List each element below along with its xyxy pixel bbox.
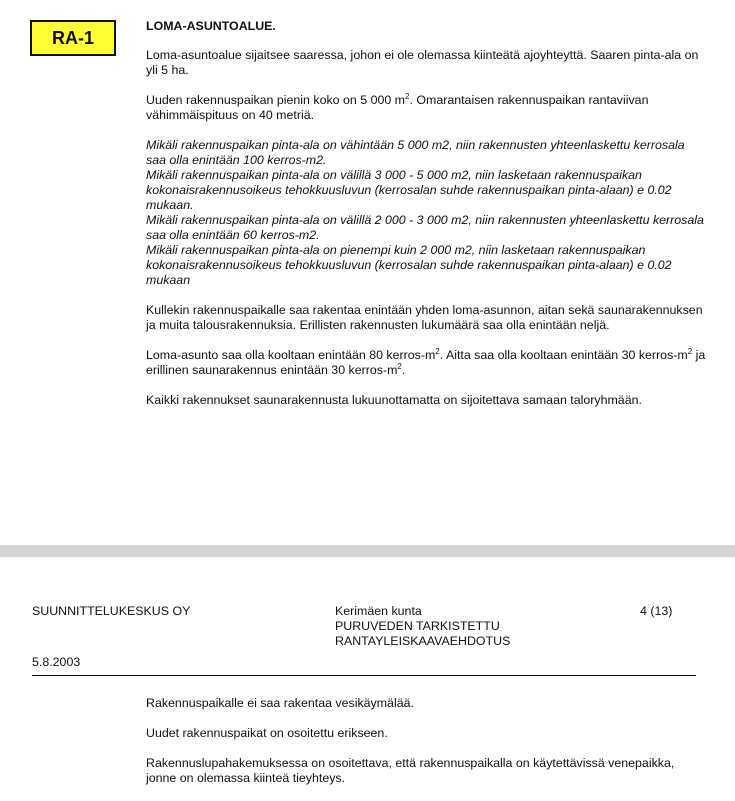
rule-line: Mikäli rakennuspaikan pinta-ala on välillä 2 000 - 3 000 m2, niin rakennusten yhteenlaskettu kerrosala saa olla enintään 60 kerros-m2.: [146, 213, 704, 242]
superscript: 2: [687, 346, 693, 356]
paragraph-floor-area-rules: [146, 138, 706, 288]
paragraph-new-sites: Uudet rakennuspaikat on osoitettu erikseen.: [146, 726, 388, 740]
paragraph-grouping: Kaikki rakennukset saunarakennusta lukuunottamatta on sijoitettava samaan taloryhmään.: [146, 393, 642, 407]
paragraph-boat-place: Rakennuslupahakemuksessa on osoitettava, että rakennuspaikalla on käytettävissä venepaikka, jonne on olemassa kiinteä tieyhteys.: [146, 756, 675, 785]
header-divider: [32, 675, 696, 676]
superscript: 2: [405, 91, 410, 101]
paragraph-building-sizes: [146, 348, 706, 378]
rule-line: Mikäli rakennuspaikan pinta-ala on välillä 3 000 - 5 000 m2, niin lasketaan rakennuspaikan kokonaisrakennusoikeus tehokkuusluvun (kerrosalan suhde rakennuspaikan pinta-alaan) e 0.02 mukaan.: [146, 168, 672, 212]
superscript: 2: [435, 346, 440, 356]
document-title-block: [335, 604, 510, 649]
document-date: 5.8.2003: [32, 655, 81, 669]
paragraph-location: Loma-asuntoalue sijaitsee saaressa, johon ei ole olemassa kiinteätä ajoyhteyttä. Saaren pinta-ala on yli 5 ha.: [146, 48, 699, 77]
paragraph-toilet: Rakennuspaikalle ei saa rakentaa vesikäymälää.: [146, 696, 414, 710]
zone-code-badge: [30, 20, 116, 56]
superscript: 2: [397, 361, 402, 371]
zone-title: LOMA-ASUNTOALUE.: [146, 19, 276, 33]
page-separator: [0, 545, 735, 557]
document-title-line2: RANTAYLEISKAAVAEHDOTUS: [335, 634, 511, 648]
paragraph-buildings: Kullekin rakennuspaikalle saa rakentaa enintään yhden loma-asunnon, aitan sekä saunarakennuksen ja muita talousrakennuksia. Erillisten rakennusten lukumäärä saa olla enintään neljä.: [146, 303, 703, 332]
municipality: Kerimäen kunta: [335, 604, 422, 618]
rule-line: Mikäli rakennuspaikan pinta-ala on pienempi kuin 2 000 m2, niin lasketaan rakennuspaikan kokonaisrakennusoikeus tehokkuusluvun (kerrosalan suhde rakennuspaikan pinta-alaan) e 0.02 mukaan: [146, 243, 672, 287]
company-name: SUUNNITTELUKESKUS OY: [32, 604, 191, 618]
size-text: ja erillinen saunarakennus enintään 30 kerros-m: [146, 348, 706, 377]
paragraph-min-size: [146, 93, 706, 123]
page-number: 4 (13): [640, 604, 673, 618]
document-title-line1: PURUVEDEN TARKISTETTU: [335, 619, 500, 633]
page2-body: [146, 696, 706, 801]
document-page-2: [0, 557, 735, 787]
zone-code: RA-1: [51, 27, 94, 48]
size-text: Loma-asunto saa olla kooltaan enintään 80 kerros-m: [146, 348, 436, 362]
size-text: . Aitta saa olla kooltaan enintään 30 kerros-m: [439, 348, 688, 362]
zone-description: [146, 19, 706, 423]
size-text: .: [401, 363, 406, 377]
min-size-text: Uuden rakennuspaikan pienin koko on 5 000 m: [146, 93, 406, 107]
shoreline-text: . Omarantaisen rakennuspaikan rantaviivan vähimmäispituus on 40 metriä.: [146, 93, 649, 122]
rule-line: Mikäli rakennuspaikan pinta-ala on vähintään 5 000 m2, niin rakennusten yhteenlaskettu kerrosala saa olla enintään 100 kerros-m2.: [146, 138, 685, 167]
